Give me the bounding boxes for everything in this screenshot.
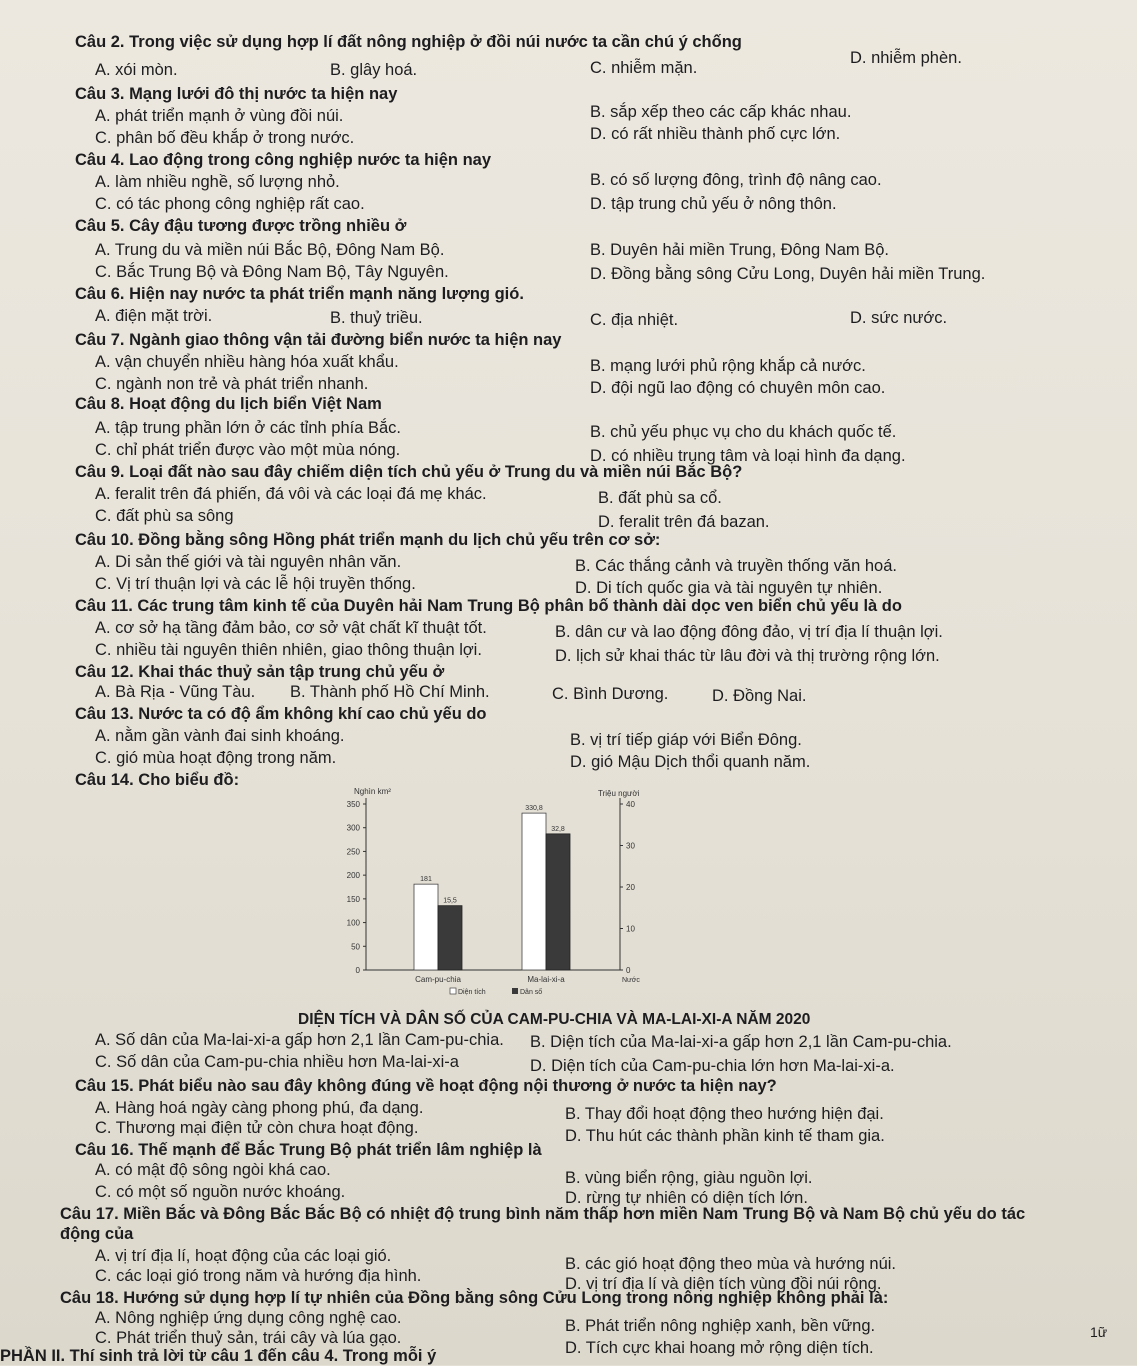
right-tick-label: 10 bbox=[626, 924, 635, 934]
left-tick-label: 250 bbox=[346, 847, 360, 857]
q5-option-c: C. Bắc Trung Bộ và Đông Nam Bộ, Tây Nguyên. bbox=[95, 263, 449, 281]
question-10-stem: Câu 10. Đồng bằng sông Hồng phát triển mạnh du lịch chủ yếu trên cơ sở: bbox=[75, 531, 661, 549]
right-tick-label: 40 bbox=[626, 800, 635, 809]
q13-option-d: D. gió Mậu Dịch thổi quanh năm. bbox=[570, 753, 811, 771]
question-15-stem: Câu 15. Phát biểu nào sau đây không đúng về hoạt động nội thương ở nước ta hiện nay? bbox=[75, 1077, 777, 1095]
q5-option-a: A. Trung du và miền núi Bắc Bộ, Đông Nam Bộ. bbox=[95, 241, 445, 259]
q11-option-c: C. nhiều tài nguyên thiên nhiên, giao thông thuận lợi. bbox=[95, 641, 482, 659]
legend-label-dan-so: Dân số bbox=[520, 989, 543, 996]
q10-option-a: A. Di sản thế giới và tài nguyên nhân văn. bbox=[95, 553, 402, 571]
q2-option-c: C. nhiễm mặn. bbox=[590, 59, 698, 77]
left-tick-label: 100 bbox=[346, 918, 360, 928]
right-tick-label: 20 bbox=[626, 883, 635, 892]
question-17-stem: Câu 17. Miền Bắc và Đông Bắc Bắc Bộ có nhiệt độ trung bình năm thấp hơn miền Nam Trung Bộ và Nam Bộ chủ yếu do tác bbox=[60, 1205, 1026, 1223]
q13-option-a: A. nằm gần vành đai sinh khoáng. bbox=[95, 727, 345, 745]
q9-option-d: D. feralit trên đá bazan. bbox=[598, 513, 770, 531]
part-2-heading: PHẦN II. Thí sinh trả lời từ câu 1 đến câu 4. Trong mỗi ý bbox=[0, 1347, 437, 1365]
q15-option-c: C. Thương mại điện tử còn chưa hoạt động. bbox=[95, 1119, 419, 1137]
q12-option-b: B. Thành phố Hồ Chí Minh. bbox=[290, 683, 490, 701]
q6-option-b: B. thuỷ triều. bbox=[330, 309, 423, 327]
question-6-stem: Câu 6. Hiện nay nước ta phát triển mạnh năng lượng gió. bbox=[75, 285, 524, 303]
q8-option-b: B. chủ yếu phục vụ cho du khách quốc tế. bbox=[590, 423, 897, 441]
q2-option-b: B. glây hoá. bbox=[330, 61, 418, 79]
q5-option-b: B. Duyên hải miền Trung, Đông Nam Bộ. bbox=[590, 241, 889, 259]
q6-option-d: D. sức nước. bbox=[850, 309, 948, 327]
left-axis-title: Nghìn km² bbox=[354, 787, 391, 796]
q10-option-b: B. Các thắng cảnh và truyền thống văn hoá. bbox=[575, 557, 897, 575]
q17-option-b: B. các gió hoạt động theo mùa và hướng núi. bbox=[565, 1255, 896, 1273]
q9-option-a: A. feralit trên đá phiến, đá vôi và các loại đá mẹ khác. bbox=[95, 485, 487, 503]
q17-option-d: D. vị trí địa lí và diện tích vùng đồi núi rộng. bbox=[565, 1275, 882, 1293]
data-label: 15,5 bbox=[443, 897, 457, 905]
q3-option-d: D. có rất nhiều thành phố cực lớn. bbox=[590, 125, 841, 143]
q10-option-d: D. Di tích quốc gia và tài nguyên tự nhiên. bbox=[575, 579, 883, 597]
left-tick-label: 50 bbox=[351, 942, 360, 952]
q17-option-c: C. các loại gió trong năm và hướng địa hình. bbox=[95, 1267, 422, 1285]
bar-dien-tich bbox=[414, 884, 438, 970]
q11-option-d: D. lịch sử khai thác từ lâu đời và thị trường rộng lớn. bbox=[555, 647, 940, 665]
q2-option-a: A. xói mòn. bbox=[95, 61, 178, 79]
question-5-stem: Câu 5. Cây đậu tương được trồng nhiều ở bbox=[75, 217, 407, 235]
q14-option-c: C. Số dân của Cam-pu-chia nhiều hơn Ma-lai-xi-a bbox=[95, 1053, 459, 1071]
question-3-stem: Câu 3. Mạng lưới đô thị nước ta hiện nay bbox=[75, 85, 398, 103]
left-tick-label: 350 bbox=[346, 800, 360, 809]
question-2-stem: Câu 2. Trong việc sử dụng hợp lí đất nông nghiệp ở đồi núi nước ta cần chú ý chống bbox=[75, 33, 742, 51]
q5-option-d: D. Đồng bằng sông Cửu Long, Duyên hải miền Trung. bbox=[590, 265, 986, 283]
q8-option-a: A. tập trung phần lớn ở các tỉnh phía Bắc. bbox=[95, 419, 401, 437]
q13-option-c: C. gió mùa hoạt động trong năm. bbox=[95, 749, 337, 767]
q4-option-b: B. có số lượng đông, trình độ nâng cao. bbox=[590, 171, 882, 189]
q14-option-d: D. Diện tích của Cam-pu-chia lớn hơn Ma-lai-xi-a. bbox=[530, 1057, 895, 1075]
x-axis-title: Nước bbox=[622, 977, 640, 984]
legend-swatch-dan-so bbox=[512, 988, 518, 994]
bar-dien-tich bbox=[522, 813, 546, 970]
legend-label-dien-tich: Diện tích bbox=[458, 989, 486, 996]
q14-option-b: B. Diện tích của Ma-lai-xi-a gấp hơn 2,1 lần Cam-pu-chia. bbox=[530, 1033, 952, 1051]
right-axis-title: Triệu người bbox=[598, 789, 640, 798]
question-7-stem: Câu 7. Ngành giao thông vận tải đường biển nước ta hiện nay bbox=[75, 331, 562, 349]
q15-option-a: A. Hàng hoá ngày càng phong phú, đa dạng. bbox=[95, 1099, 424, 1117]
bar-chart bbox=[330, 784, 670, 1010]
left-tick-label: 150 bbox=[346, 894, 360, 904]
q11-option-b: B. dân cư và lao động đông đảo, vị trí địa lí thuận lợi. bbox=[555, 623, 943, 641]
q18-option-d: D. Tích cực khai hoang mở rộng diện tích. bbox=[565, 1339, 874, 1357]
left-tick-label: 0 bbox=[355, 966, 360, 975]
q11-option-a: A. cơ sở hạ tầng đảm bảo, cơ sở vật chất kĩ thuật tốt. bbox=[95, 619, 487, 637]
right-tick-label: 0 bbox=[626, 966, 631, 975]
q13-option-b: B. vị trí tiếp giáp với Biển Đông. bbox=[570, 731, 802, 749]
data-label: 181 bbox=[420, 876, 432, 884]
q15-option-d: D. Thu hút các thành phần kinh tế tham gia. bbox=[565, 1127, 885, 1145]
q4-option-a: A. làm nhiều nghề, số lượng nhỏ. bbox=[95, 173, 340, 191]
q2-option-d: D. nhiễm phèn. bbox=[850, 49, 962, 67]
q8-option-d: D. có nhiều trung tâm và loại hình đa dạng. bbox=[590, 447, 906, 465]
q17-option-a: A. vị trí địa lí, hoạt động của các loại gió. bbox=[95, 1247, 392, 1265]
q3-option-b: B. sắp xếp theo các cấp khác nhau. bbox=[590, 103, 852, 121]
data-label: 32,8 bbox=[551, 825, 565, 833]
question-12-stem: Câu 12. Khai thác thuỷ sản tập trung chủ yếu ở bbox=[75, 663, 445, 681]
question-11-stem: Câu 11. Các trung tâm kinh tế của Duyên hải Nam Trung Bộ phân bố thành dài dọc ven biển chủ yếu là do bbox=[75, 597, 902, 615]
q10-option-c: C. Vị trí thuận lợi và các lễ hội truyền thống. bbox=[95, 575, 416, 593]
q18-option-c: C. Phát triển thuỷ sản, trái cây và lúa gạo. bbox=[95, 1329, 402, 1347]
q4-option-d: D. tập trung chủ yếu ở nông thôn. bbox=[590, 195, 837, 213]
q16-option-b: B. vùng biển rộng, giàu nguồn lợi. bbox=[565, 1169, 813, 1187]
question-8-stem: Câu 8. Hoạt động du lịch biển Việt Nam bbox=[75, 395, 382, 413]
q7-option-b: B. mạng lưới phủ rộng khắp cả nước. bbox=[590, 357, 866, 375]
q16-option-a: A. có mật độ sông ngòi khá cao. bbox=[95, 1161, 331, 1179]
q6-option-c: C. địa nhiệt. bbox=[590, 311, 679, 329]
category-label: Ma-lai-xi-a bbox=[527, 975, 565, 984]
question-14-stem: Câu 14. Cho biểu đồ: bbox=[75, 771, 240, 789]
question-13-stem: Câu 13. Nước ta có độ ẩm không khí cao chủ yếu do bbox=[75, 705, 487, 723]
right-tick-label: 30 bbox=[626, 841, 635, 851]
q12-option-a: A. Bà Rịa - Vũng Tàu. bbox=[95, 683, 256, 701]
bar-dan-so bbox=[438, 906, 462, 970]
q7-option-c: C. ngành non trẻ và phát triển nhanh. bbox=[95, 375, 369, 393]
bar-dan-so bbox=[546, 834, 570, 970]
q14-option-a: A. Số dân của Ma-lai-xi-a gấp hơn 2,1 lần Cam-pu-chia. bbox=[95, 1031, 504, 1049]
q18-option-a: A. Nông nghiệp ứng dụng công nghệ cao. bbox=[95, 1309, 402, 1327]
q4-option-c: C. có tác phong công nghiệp rất cao. bbox=[95, 195, 365, 213]
question-17-stem-cont: động của bbox=[60, 1225, 134, 1243]
q16-option-c: C. có một số nguồn nước khoáng. bbox=[95, 1183, 346, 1201]
q9-option-c: C. đất phù sa sông bbox=[95, 507, 234, 525]
q7-option-a: A. vận chuyển nhiều hàng hóa xuất khẩu. bbox=[95, 353, 399, 371]
question-9-stem: Câu 9. Loại đất nào sau đây chiếm diện tích chủ yếu ở Trung du và miền núi Bắc Bộ? bbox=[75, 463, 743, 481]
question-4-stem: Câu 4. Lao động trong công nghiệp nước ta hiện nay bbox=[75, 151, 492, 169]
q9-option-b: B. đất phù sa cổ. bbox=[598, 489, 722, 507]
q7-option-d: D. đội ngũ lao động có chuyên môn cao. bbox=[590, 379, 886, 397]
legend-swatch-dien-tich bbox=[450, 988, 456, 994]
left-tick-label: 200 bbox=[346, 871, 360, 881]
q6-option-a: A. điện mặt trời. bbox=[95, 307, 213, 325]
q3-option-c: C. phân bố đều khắp ở trong nước. bbox=[95, 129, 355, 147]
left-tick-label: 300 bbox=[346, 823, 360, 833]
chart-caption: DIỆN TÍCH VÀ DÂN SỐ CỦA CAM-PU-CHIA VÀ MA-LAI-XI-A NĂM 2020 bbox=[298, 1011, 811, 1028]
question-18-stem: Câu 18. Hướng sử dụng hợp lí tự nhiên của Đồng bằng sông Cửu Long trong nông nghiệp không phải là: bbox=[60, 1289, 889, 1307]
q15-option-b: B. Thay đổi hoạt động theo hướng hiện đại. bbox=[565, 1105, 884, 1123]
q12-option-d: D. Đồng Nai. bbox=[712, 687, 807, 705]
q16-option-d: D. rừng tự nhiên có diện tích lớn. bbox=[565, 1189, 808, 1207]
category-label: Cam-pu-chia bbox=[415, 975, 461, 984]
margin-note: 1ữ bbox=[1090, 1324, 1108, 1340]
q8-option-c: C. chỉ phát triển được vào một mùa nóng. bbox=[95, 441, 401, 459]
q12-option-c: C. Bình Dương. bbox=[552, 685, 669, 703]
data-label: 330,8 bbox=[525, 805, 543, 813]
question-16-stem: Câu 16. Thế mạnh để Bắc Trung Bộ phát triển lâm nghiệp là bbox=[75, 1141, 542, 1159]
q3-option-a: A. phát triển mạnh ở vùng đồi núi. bbox=[95, 107, 344, 125]
q18-option-b: B. Phát triển nông nghiệp xanh, bền vững. bbox=[565, 1317, 876, 1335]
